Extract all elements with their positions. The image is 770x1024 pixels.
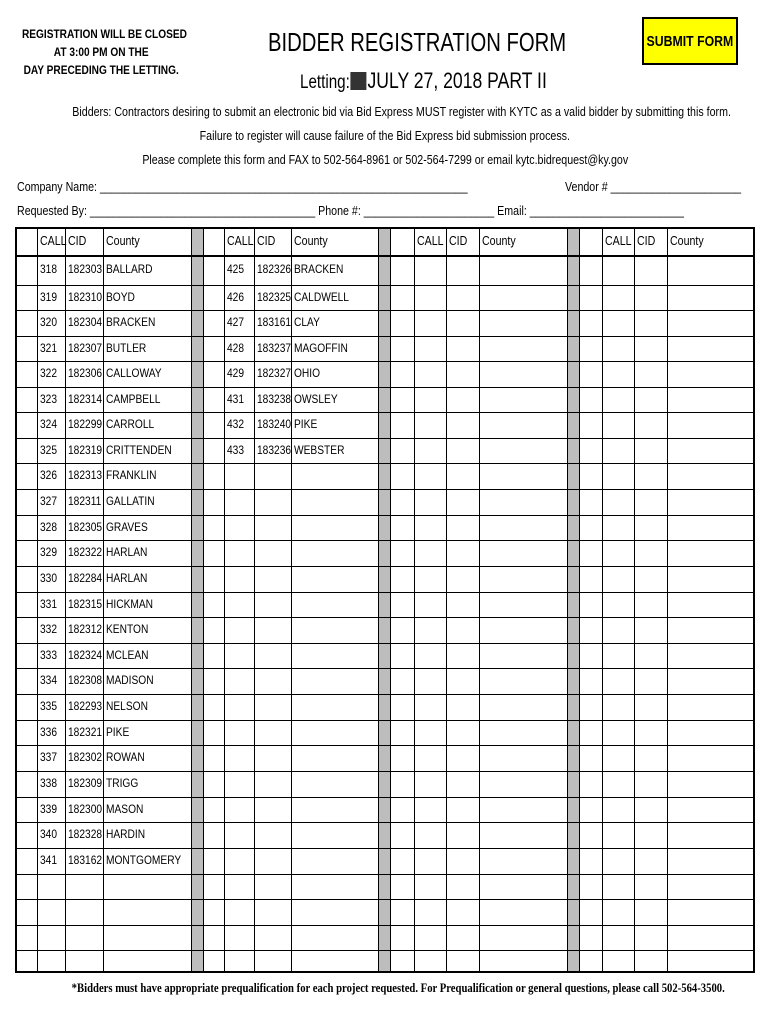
- row-rule: [17, 874, 753, 875]
- cid-cell: 182322: [68, 545, 103, 559]
- cid-cell: 182302: [68, 750, 103, 764]
- column-rule: [37, 229, 38, 971]
- row-rule: [17, 643, 753, 644]
- column-separator-shade: [191, 229, 204, 971]
- county-cell: CARROLL: [106, 417, 155, 431]
- cid-cell: 182311: [68, 494, 102, 508]
- column-rule: [291, 229, 292, 971]
- county-cell: PIKE: [294, 417, 318, 431]
- county-cell: BALLARD: [106, 262, 153, 276]
- county-cell: MCLEAN: [106, 648, 149, 662]
- column-rule: [103, 229, 104, 971]
- county-cell: MADISON: [106, 673, 154, 687]
- instruction-text-1: Bidders: Contractors desiring to submit an electronic bid via Bid Express MUST register with KYTC as a valid bidder by submitting this form.: [72, 104, 731, 119]
- column-header: County: [294, 234, 328, 248]
- column-header: County: [106, 234, 140, 248]
- call-number-cell: 336: [40, 725, 58, 739]
- cid-cell: 182319: [68, 443, 103, 457]
- call-number-cell: 425: [227, 262, 245, 276]
- row-rule: [17, 925, 753, 926]
- row-rule: [17, 310, 753, 311]
- call-number-cell: 326: [40, 468, 58, 482]
- column-header: CID: [637, 234, 656, 248]
- cid-cell: 182312: [68, 622, 103, 636]
- cid-cell: 183240: [257, 417, 292, 431]
- column-rule: [65, 229, 66, 971]
- header-rule: [17, 255, 753, 257]
- county-cell: HARLAN: [106, 545, 148, 559]
- notice-line-1: REGISTRATION WILL BE CLOSED: [22, 29, 187, 41]
- column-header: CID: [449, 234, 468, 248]
- cid-cell: 182307: [68, 341, 103, 355]
- row-rule: [17, 822, 753, 823]
- vendor-number-field[interactable]: Vendor # ______________________: [565, 179, 742, 194]
- cid-cell: 182310: [68, 290, 103, 304]
- call-number-cell: 323: [40, 392, 58, 406]
- row-rule: [17, 745, 753, 746]
- county-cell: MONTGOMERY: [106, 853, 182, 867]
- call-number-cell: 318: [40, 262, 58, 276]
- row-rule: [17, 489, 753, 490]
- submit-form-label: SUBMIT FORM: [646, 32, 734, 50]
- county-cell: NELSON: [106, 699, 148, 713]
- cid-cell: 182325: [257, 290, 292, 304]
- call-number-cell: 334: [40, 673, 58, 687]
- column-rule: [414, 229, 415, 971]
- column-rule: [224, 229, 225, 971]
- call-number-cell: 324: [40, 417, 58, 431]
- call-number-cell: 341: [40, 853, 58, 867]
- call-number-cell: 339: [40, 802, 58, 816]
- cid-cell: 182326: [257, 262, 292, 276]
- county-cell: CRITTENDEN: [106, 443, 172, 457]
- call-number-cell: 319: [40, 290, 58, 304]
- cid-cell: 183237: [257, 341, 292, 355]
- call-number-cell: 321: [40, 341, 58, 355]
- row-rule: [17, 592, 753, 593]
- county-cell: CALLOWAY: [106, 366, 162, 380]
- call-number-cell: 335: [40, 699, 58, 713]
- county-cell: HARLAN: [106, 571, 148, 585]
- row-rule: [17, 899, 753, 900]
- row-rule: [17, 285, 753, 286]
- row-rule: [17, 950, 753, 951]
- cid-cell: 182303: [68, 262, 103, 276]
- county-cell: GRAVES: [106, 520, 148, 534]
- county-cell: GALLATIN: [106, 494, 155, 508]
- letting-date: [300, 68, 547, 94]
- call-number-cell: 330: [40, 571, 58, 585]
- county-cell: HARDIN: [106, 827, 146, 841]
- row-rule: [17, 617, 753, 618]
- row-rule: [17, 438, 753, 439]
- submit-form-button[interactable]: [642, 17, 738, 65]
- call-number-cell: 322: [40, 366, 58, 380]
- call-number-cell: 427: [227, 315, 245, 329]
- company-name-field[interactable]: Company Name: ______________________________________________________________: [17, 179, 468, 194]
- cid-cell: 183162: [68, 853, 103, 867]
- call-number-cell: 337: [40, 750, 58, 764]
- cid-cell: 182293: [68, 699, 103, 713]
- cid-cell: 182313: [68, 468, 103, 482]
- cid-cell: 182306: [68, 366, 103, 380]
- notice-line-3: DAY PRECEDING THE LETTING.: [23, 65, 179, 77]
- row-rule: [17, 797, 753, 798]
- county-cell: OWSLEY: [294, 392, 338, 406]
- county-cell: CLAY: [294, 315, 320, 329]
- county-cell: PIKE: [106, 725, 130, 739]
- county-cell: BUTLER: [106, 341, 147, 355]
- cid-cell: 182305: [68, 520, 103, 534]
- county-cell: ROWAN: [106, 750, 145, 764]
- column-header: CALL: [605, 234, 632, 248]
- row-rule: [17, 668, 753, 669]
- column-header: CID: [68, 234, 87, 248]
- cid-cell: 182309: [68, 776, 103, 790]
- county-cell: BRACKEN: [294, 262, 344, 276]
- cid-cell: 182328: [68, 827, 103, 841]
- call-number-cell: 327: [40, 494, 58, 508]
- column-rule: [667, 229, 668, 971]
- call-number-cell: 429: [227, 366, 245, 380]
- cid-cell: 183238: [257, 392, 292, 406]
- county-cell: HICKMAN: [106, 597, 154, 611]
- column-header: CALL: [417, 234, 444, 248]
- call-number-cell: 426: [227, 290, 245, 304]
- row-rule: [17, 387, 753, 388]
- form-field-overlay-icon: [351, 72, 367, 90]
- cid-cell: 182324: [68, 648, 103, 662]
- county-cell: FRANKLIN: [106, 468, 157, 482]
- column-rule: [254, 229, 255, 971]
- cid-cell: 182284: [68, 571, 103, 585]
- call-number-cell: 333: [40, 648, 58, 662]
- call-number-cell: 338: [40, 776, 58, 790]
- county-cell: CAMPBELL: [106, 392, 161, 406]
- column-separator-shade: [567, 229, 580, 971]
- registration-notice: [22, 26, 187, 80]
- county-cell: TRIGG: [106, 776, 139, 790]
- row-rule: [17, 720, 753, 721]
- county-project-table: [15, 227, 755, 973]
- instruction-text-3: Please complete this form and FAX to 502-564-8961 or 502-564-7299 or email kytc.bidrequest@ky.gov: [142, 152, 628, 167]
- row-rule: [17, 694, 753, 695]
- prequalification-footnote: [0, 980, 770, 996]
- column-header: CALL: [40, 234, 67, 248]
- call-number-cell: 340: [40, 827, 58, 841]
- row-rule: [17, 540, 753, 541]
- row-rule: [17, 848, 753, 849]
- call-number-cell: 328: [40, 520, 58, 534]
- call-number-cell: 332: [40, 622, 58, 636]
- cid-cell: 183236: [257, 443, 292, 457]
- requested-by-phone-email-field[interactable]: Requested By: ______________________________________ Phone #: ______________________ Email: __________________________: [17, 203, 684, 218]
- row-rule: [17, 515, 753, 516]
- column-separator-shade: [378, 229, 391, 971]
- instruction-line-2: [0, 128, 770, 143]
- call-number-cell: 431: [227, 392, 245, 406]
- cid-cell: 182304: [68, 315, 103, 329]
- column-header: County: [670, 234, 704, 248]
- column-header: CALL: [227, 234, 254, 248]
- instruction-text-2: Failure to register will cause failure of the Bid Express bid submission process.: [199, 128, 571, 143]
- cid-cell: 182321: [68, 725, 103, 739]
- instruction-line-1: [0, 104, 770, 119]
- notice-line-2: AT 3:00 PM ON THE: [53, 47, 149, 59]
- column-rule: [446, 229, 447, 971]
- county-cell: OHIO: [294, 366, 321, 380]
- county-cell: BOYD: [106, 290, 135, 304]
- column-rule: [479, 229, 480, 971]
- cid-cell: 182308: [68, 673, 103, 687]
- cid-cell: 182314: [68, 392, 103, 406]
- row-rule: [17, 412, 753, 413]
- cid-cell: 182315: [68, 597, 103, 611]
- instruction-line-3: [0, 152, 770, 167]
- footnote-text: *Bidders must have appropriate prequalification for each project requested. For Prequalification or general questions, please call 502-564-3500.: [71, 980, 725, 995]
- column-rule: [602, 229, 603, 971]
- column-rule: [634, 229, 635, 971]
- row-rule: [17, 336, 753, 337]
- cid-cell: 182300: [68, 802, 103, 816]
- letting-value: JULY 27, 2018 PART II: [367, 68, 547, 93]
- call-number-cell: 325: [40, 443, 58, 457]
- county-cell: MASON: [106, 802, 144, 816]
- letting-label: Letting:: [300, 72, 350, 93]
- row-rule: [17, 463, 753, 464]
- call-number-cell: 329: [40, 545, 58, 559]
- county-cell: BRACKEN: [106, 315, 156, 329]
- call-number-cell: 331: [40, 597, 58, 611]
- form-title: BIDDER REGISTRATION FORM: [268, 27, 567, 57]
- column-header: CID: [257, 234, 276, 248]
- cid-cell: 183161: [257, 315, 292, 329]
- call-number-cell: 320: [40, 315, 58, 329]
- row-rule: [17, 361, 753, 362]
- row-rule: [17, 566, 753, 567]
- call-number-cell: 432: [227, 417, 245, 431]
- county-cell: KENTON: [106, 622, 149, 636]
- call-number-cell: 428: [227, 341, 245, 355]
- county-cell: WEBSTER: [294, 443, 345, 457]
- cid-cell: 182327: [257, 366, 292, 380]
- row-rule: [17, 771, 753, 772]
- county-cell: CALDWELL: [294, 290, 349, 304]
- column-header: County: [482, 234, 516, 248]
- cid-cell: 182299: [68, 417, 103, 431]
- call-number-cell: 433: [227, 443, 245, 457]
- county-cell: MAGOFFIN: [294, 341, 348, 355]
